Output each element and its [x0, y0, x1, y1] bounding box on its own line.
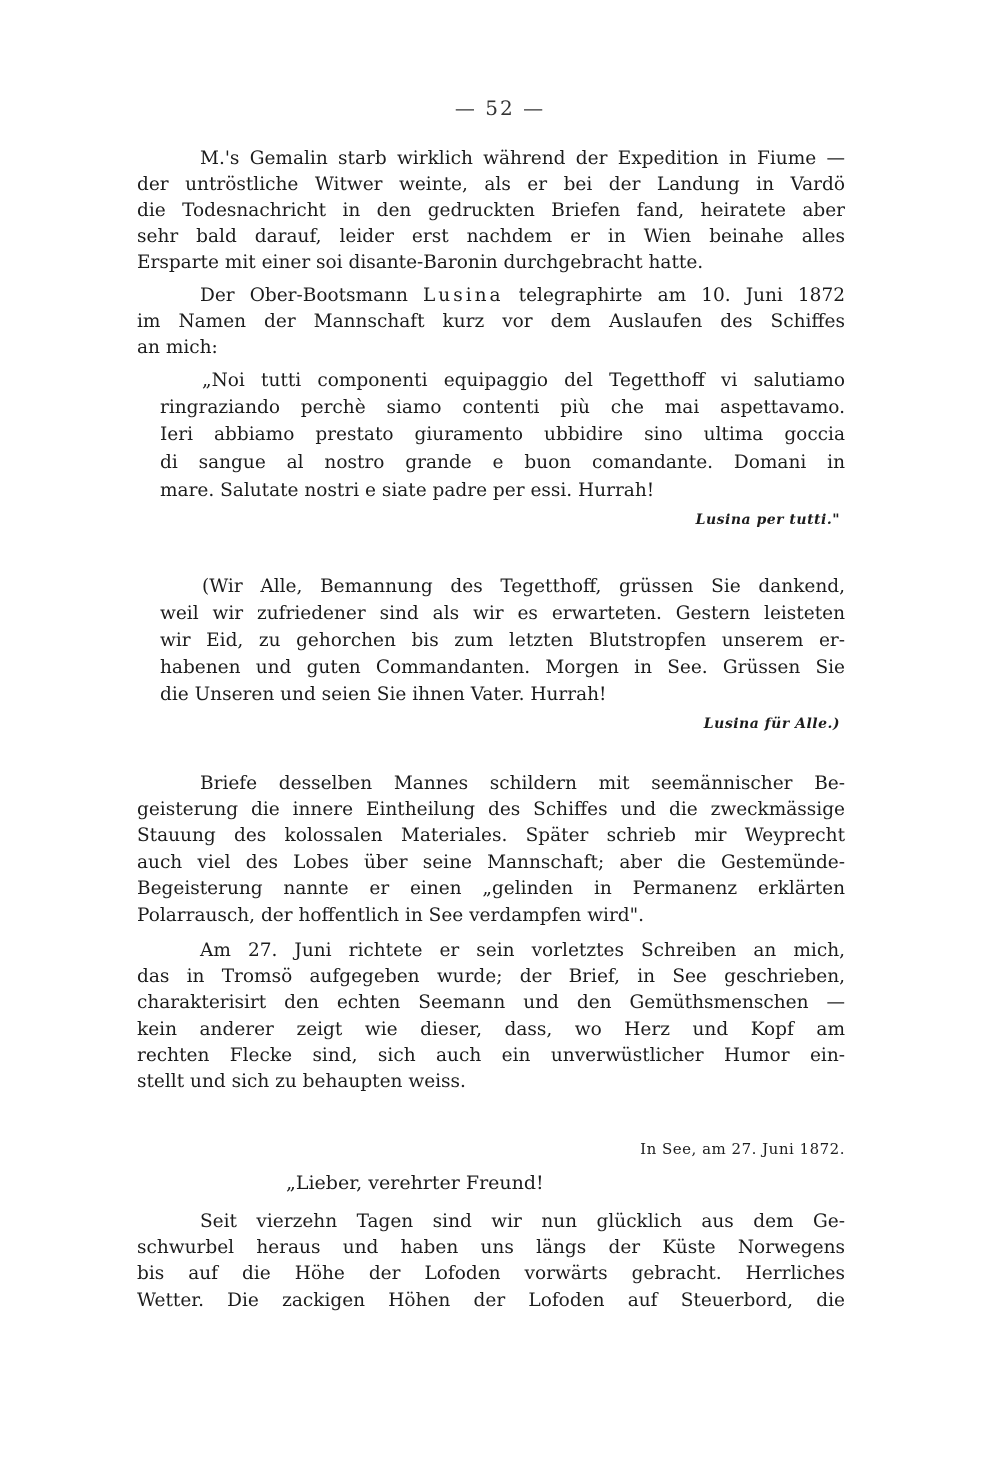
text-line: mare. Salutate nostri e siate padre per essi. Hurrah! — [160, 480, 655, 501]
text-line: geisterung die innere Eintheilung des Schiffes und die zweckmässige — [137, 799, 845, 820]
text-line: die Unseren und seien Sie ihnen Vater. Hurrah! — [160, 684, 607, 705]
text-line: Am 27. Juni richtete er sein vorletztes Schreiben an mich, — [200, 940, 845, 961]
text-line: die Todesnachricht in den gedruckten Briefen fand, heiratete aber — [137, 200, 845, 221]
italian-signature: Lusina per tutti." — [695, 512, 840, 528]
text-line: Briefe desselben Mannes schildern mit seemännischer Be- — [200, 773, 845, 794]
text-line: rechten Flecke sind, sich auch ein unverwüstlicher Humor ein- — [137, 1045, 845, 1066]
text-line: an mich: — [137, 337, 218, 358]
text-segment: Der Ober-Bootsmann — [200, 285, 424, 306]
page-number: — 52 — — [454, 96, 546, 120]
text-line: Ieri abbiamo prestato giuramento ubbidire sino ultima goccia — [160, 424, 845, 445]
text-line: habenen und guten Commandanten. Morgen in See. Grüssen Sie — [160, 657, 845, 678]
text-line — [200, 283, 845, 309]
text-line: das in Tromsö aufgegeben wurde; der Brief, in See geschrieben, — [137, 966, 845, 987]
text-line: wir Eid, zu gehorchen bis zum letzten Blutstropfen unserem er- — [160, 630, 845, 651]
text-line: der untröstliche Witwer weinte, als er bei der Landung in Vardö — [137, 174, 845, 195]
text-line: charakterisirt den echten Seemann und den Gemüthsmenschen — — [137, 992, 845, 1013]
text-line: (Wir Alle, Bemannung des Tegetthoff, grüssen Sie dankend, — [202, 576, 845, 597]
text-line: Begeisterung nannte er einen „gelinden in Permanenz erklärten — [137, 878, 845, 899]
text-line: Polarrausch, der hoffentlich in See verdampfen wird". — [137, 905, 645, 926]
text-line: sehr bald darauf, leider erst nachdem er in Wien beinahe alles — [137, 226, 845, 247]
text-line: stellt und sich zu behaupten weiss. — [137, 1071, 466, 1092]
text-line: Seit vierzehn Tagen sind wir nun glücklich aus dem Ge- — [200, 1211, 845, 1232]
text-line: bis auf die Höhe der Lofoden vorwärts gebracht. Herrliches — [137, 1263, 845, 1284]
text-line: schwurbel heraus und haben uns längs der Küste Norwegens — [137, 1237, 845, 1258]
text-line: Wetter. Die zackigen Höhen der Lofoden auf Steuerbord, die — [137, 1290, 845, 1311]
text-segment: telegraphirte am 10. Juni 1872 — [503, 285, 845, 306]
text-line: auch viel des Lobes über seine Mannschaft; aber die Gestemünde- — [137, 852, 845, 873]
name-lusina: Lusina — [423, 285, 504, 306]
text-line: im Namen der Mannschaft kurz vor dem Auslaufen des Schiffes — [137, 311, 845, 332]
text-line: kein anderer zeigt wie dieser, dass, wo Herz und Kopf am — [137, 1019, 845, 1040]
letter-dateline: In See, am 27. Juni 1872. — [640, 1140, 845, 1158]
text-line: „Noi tutti componenti equipaggio del Tegetthoff vi salutiamo — [202, 370, 845, 391]
letter-salutation: „Lieber, verehrter Freund! — [286, 1172, 544, 1194]
text-line: ringraziando perchè siamo contenti più che mai aspettavamo. — [160, 397, 845, 418]
text-line: M.'s Gemalin starb wirklich während der Expedition in Fiume — — [200, 148, 845, 169]
text-line: Ersparte mit einer soi disante-Baronin durchgebracht hatte. — [137, 252, 704, 273]
text-line: weil wir zufriedener sind als wir es erwarteten. Gestern leisteten — [160, 603, 845, 624]
text-line: Stauung des kolossalen Materiales. Später schrieb mir Weyprecht — [137, 825, 845, 846]
german-signature: Lusina für Alle.) — [703, 716, 840, 732]
text-line: di sangue al nostro grande e buon comandante. Domani in — [160, 452, 845, 473]
